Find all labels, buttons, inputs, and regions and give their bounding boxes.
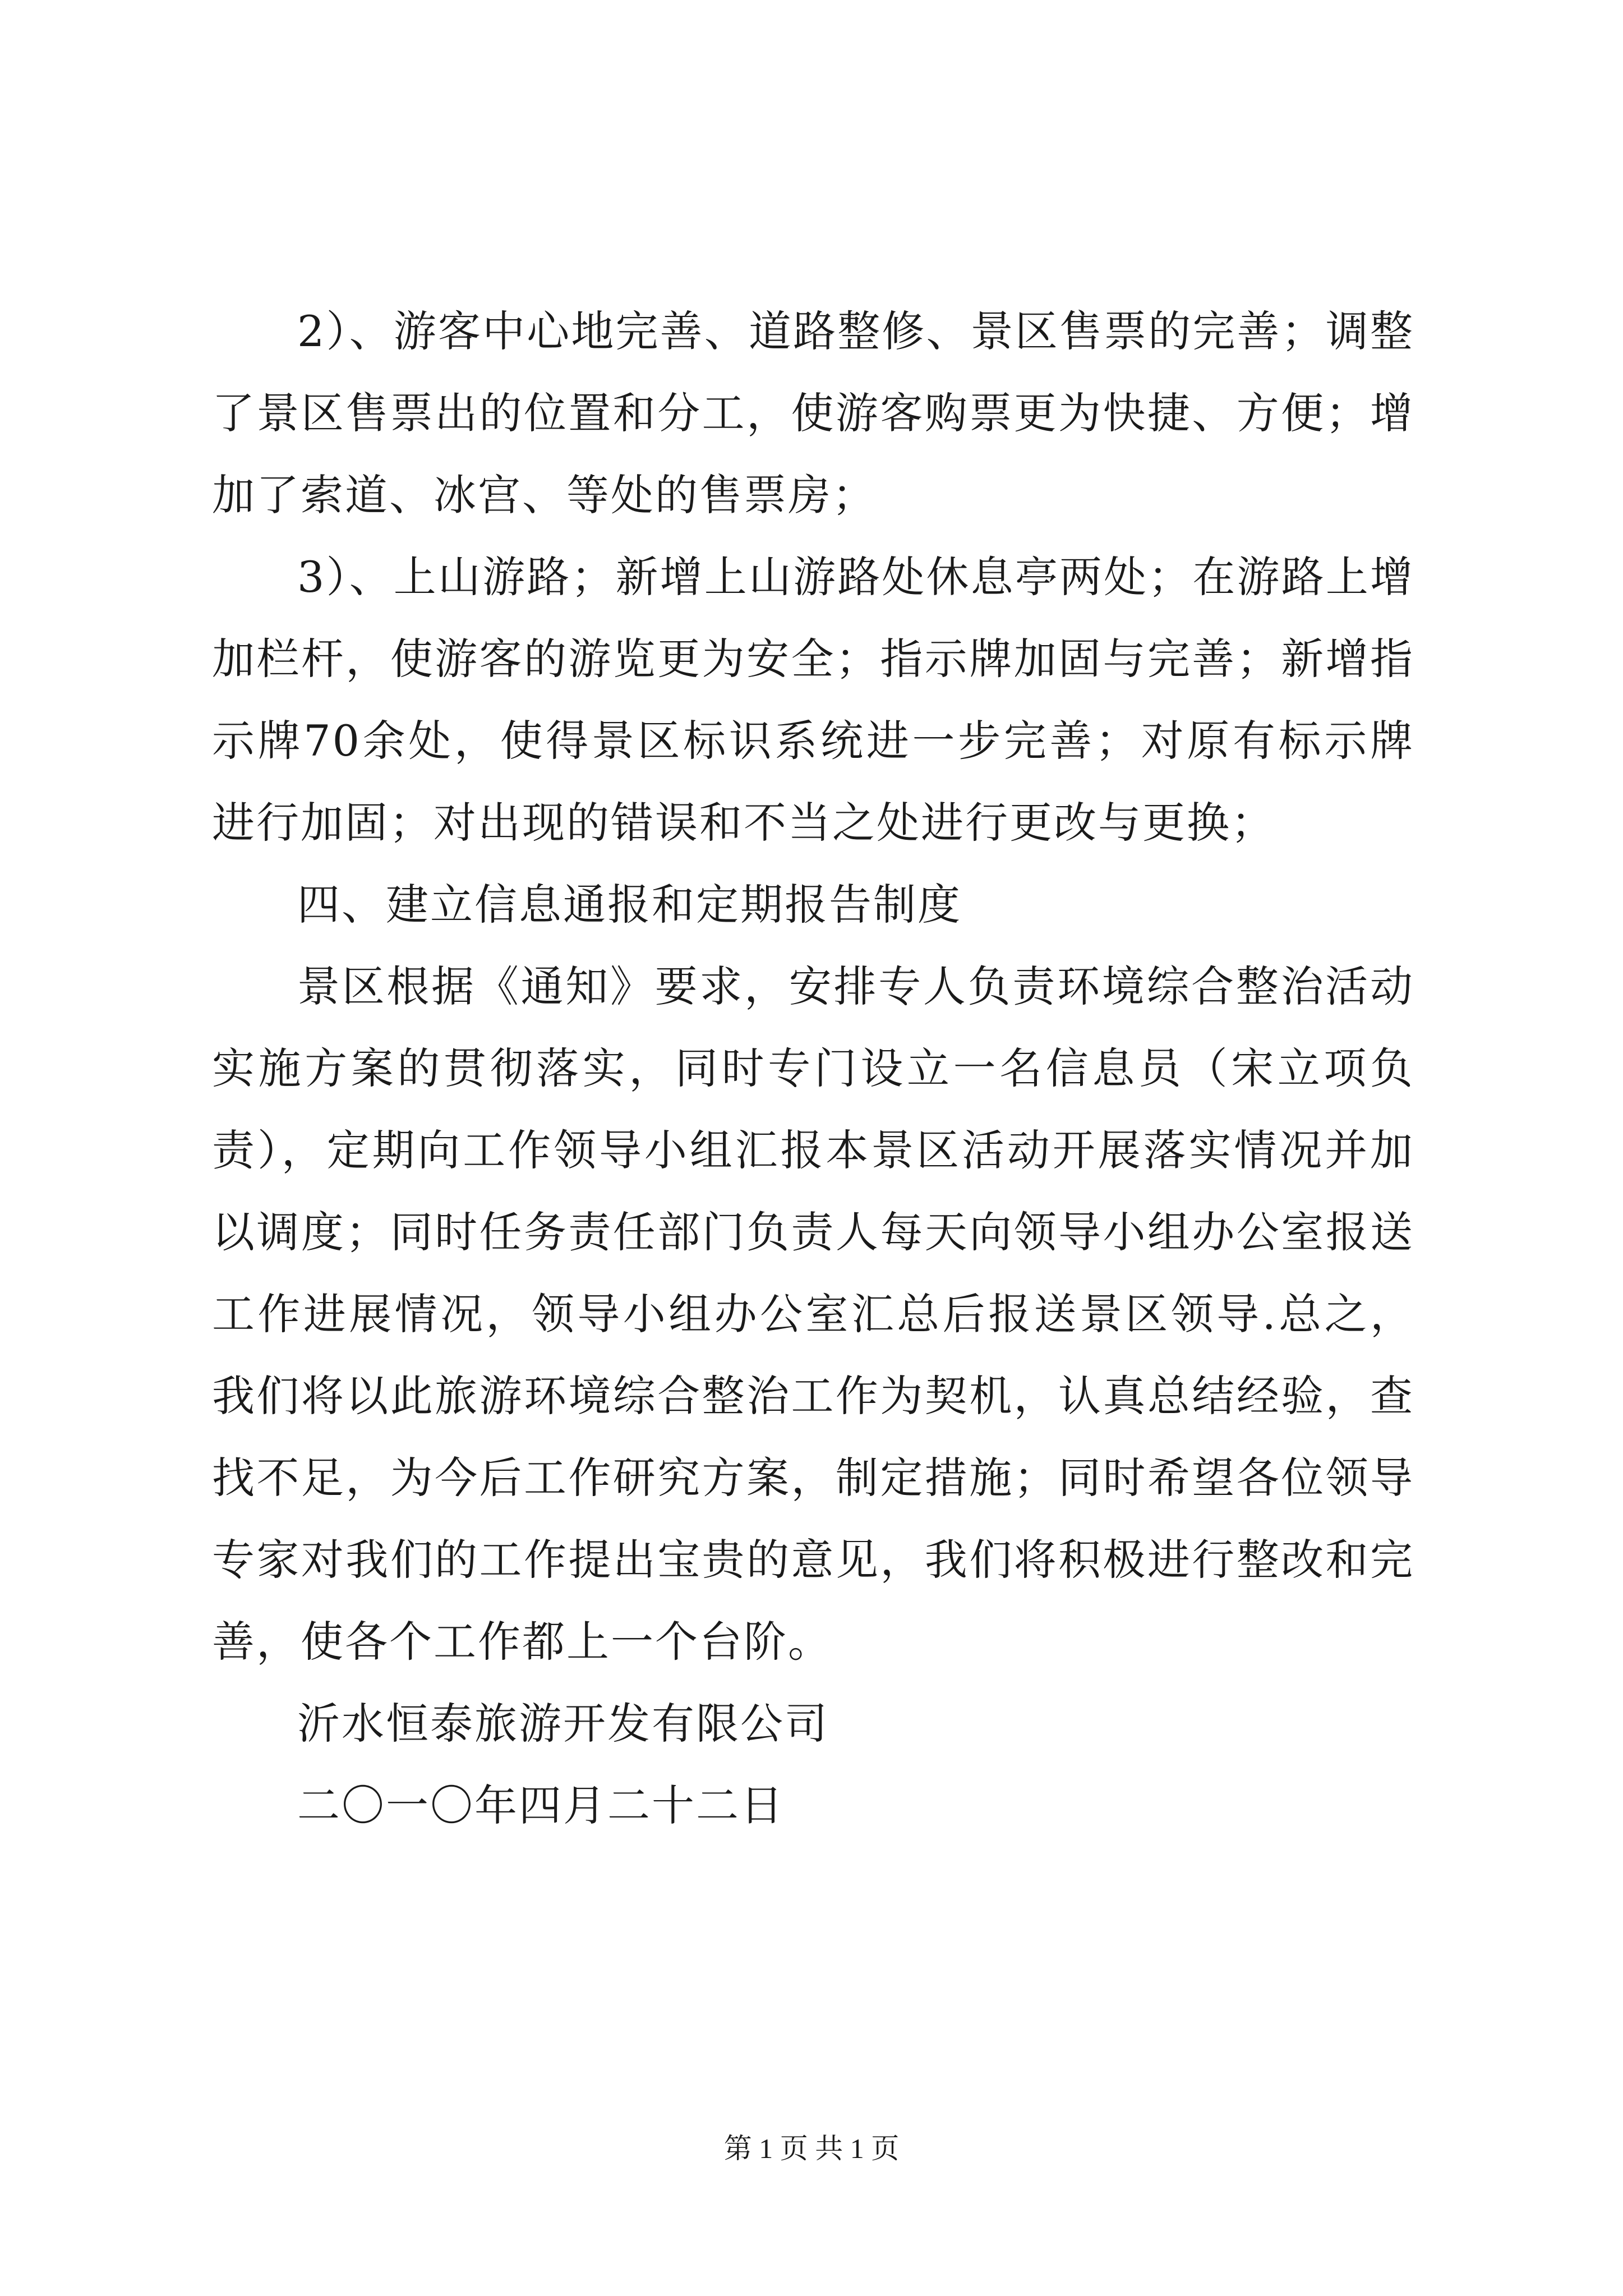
paragraph-ticketing: 2）、游客中心地完善、道路整修、景区售票的完善；调整了景区售票出的位置和分工，使游客购票更为快捷、方便；增加了索道、冰宫、等处的售票房；	[212, 306, 1414, 520]
page-footer: 第 1 页 共 1 页	[723, 2133, 900, 2164]
paragraph-mountain-roads: 3）、上山游路；新增上山游路处休息亭两处；在游路上增加栏杆，使游客的游览更为安全；指示牌加固与完善；新增指示牌70余处，使得景区标识系统进一步完善；对原有标示牌进行加固；对出现的错误和不当之处进行更改与更换；	[212, 552, 1414, 848]
document-date: 二〇一〇年四月二十二日	[297, 1780, 785, 1830]
company-signature: 沂水恒泰旅游开发有限公司	[297, 1699, 829, 1749]
section-heading: 四、建立信息通报和定期报告制度	[297, 880, 962, 930]
document-body	[212, 291, 1414, 1847]
paragraph-reporting-system: 景区根据《通知》要求，安排专人负责环境综合整治活动实施方案的贯彻落实，同时专门设立一名信息员（宋立项负责），定期向工作领导小组汇报本景区活动开展落实情况并加以调度；同时任务责任部门负责人每天向领导小组办公室报送工作进展情况，领导小组办公室汇总后报送景区领导.总之，我们将以此旅游环境综合整治工作为契机，认真总结经验，查找不足，为今后工作研究方案，制定措施；同时希望各位领导专家对我们的工作提出宝贵的意见，我们将积极进行整改和完善，使各个工作都上一个台阶。	[212, 961, 1414, 1667]
